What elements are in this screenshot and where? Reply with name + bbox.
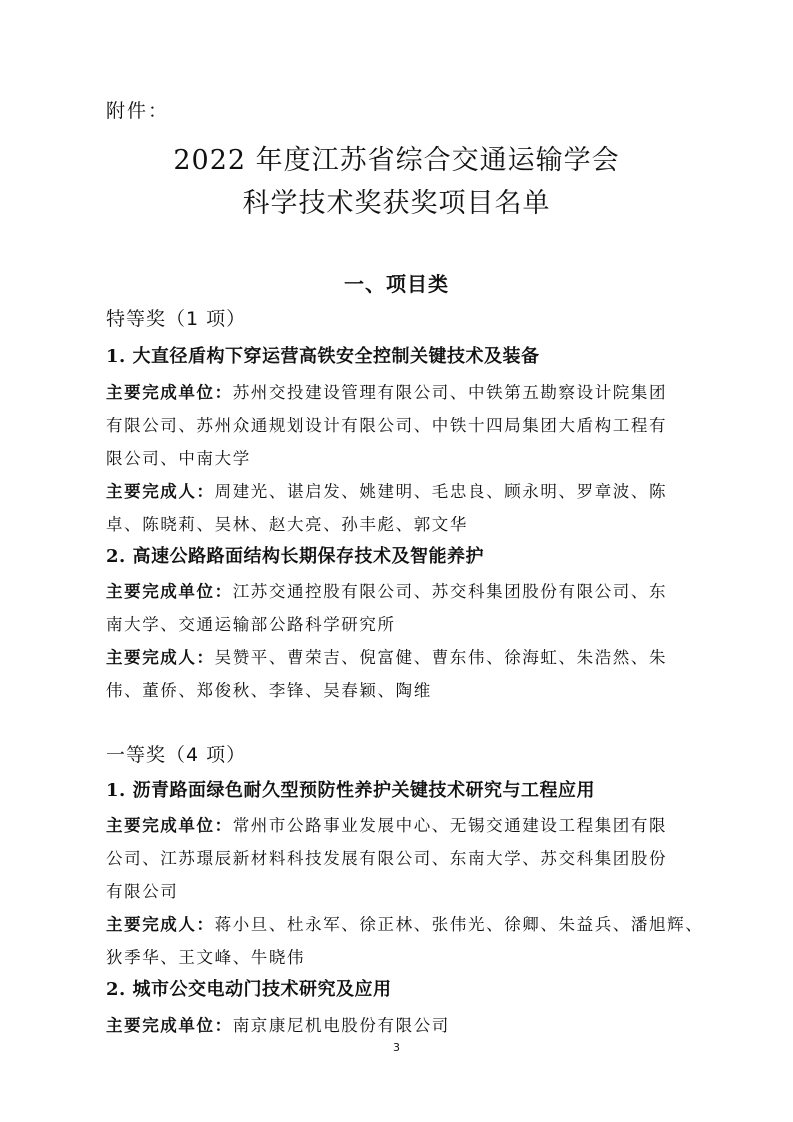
special-project-2-persons-line <box>106 644 667 668</box>
award-heading-first: 一等奖（4 项） <box>106 744 247 766</box>
special-project-1-persons-line <box>106 478 667 502</box>
first-project-1-title: 1. 沥青路面绿色耐久型预防性养护关键技术研究与工程应用 <box>106 780 596 801</box>
special-project-2-units-line: 南大学、交通运输部公路科学研究所 <box>106 615 396 634</box>
person-text: 周建光、谌启发、姚建明、毛忠良、顾永明、罗章波、陈 <box>214 482 668 501</box>
unit-label: 主要完成单位： <box>106 582 233 601</box>
person-label: 主要完成人： <box>106 915 215 934</box>
unit-text: 江苏交通控股有限公司、苏交科集团股份有限公司、东 <box>232 582 668 601</box>
special-project-1-units-line <box>106 379 667 403</box>
unit-text: 南京康尼机电股份有限公司 <box>232 1016 450 1035</box>
first-project-1-units-line: 公司、江苏璟辰新材料科技发展有限公司、东南大学、苏交科集团股份 <box>106 849 668 868</box>
special-project-1-units-line: 限公司、中南大学 <box>106 449 251 468</box>
unit-label: 主要完成单位： <box>106 1016 233 1035</box>
person-label: 主要完成人： <box>106 648 215 667</box>
special-project-2-persons-line: 伟、董侨、郑俊秋、李锋、吴春颖、陶维 <box>106 681 432 700</box>
first-project-1-units-line: 有限公司 <box>106 882 179 901</box>
first-project-1-units-line <box>106 812 667 836</box>
first-project-2-units-line <box>106 1012 450 1036</box>
award-heading-special: 特等奖（1 项） <box>106 308 247 330</box>
person-text: 吴赞平、曹荣吉、倪富健、曹东伟、徐海虹、朱浩然、朱 <box>214 648 668 667</box>
first-project-1-persons-line <box>106 911 703 935</box>
first-project-2-title: 2. 城市公交电动门技术研究及应用 <box>106 979 392 1000</box>
document-title-line1: 2022 年度江苏省综合交通运输学会 <box>173 145 620 176</box>
first-project-1-persons-line: 狄季华、王文峰、牛晓伟 <box>106 948 306 967</box>
special-project-2-units-line <box>106 578 667 602</box>
unit-text: 常州市公路事业发展中心、无锡交通建设工程集团有限 <box>232 816 668 835</box>
unit-label: 主要完成单位： <box>106 383 233 402</box>
special-project-2-title: 2. 高速公路路面结构长期保存技术及智能养护 <box>106 546 485 567</box>
unit-label: 主要完成单位： <box>106 816 233 835</box>
unit-text: 苏州交投建设管理有限公司、中铁第五勘察设计院集团 <box>232 383 668 402</box>
attachment-label: 附件： <box>106 100 170 122</box>
special-project-1-title: 1. 大直径盾构下穿运营高铁安全控制关键技术及装备 <box>106 346 540 367</box>
special-project-1-persons-line: 卓、陈晓莉、吴林、赵大亮、孙丰彪、郭文华 <box>106 515 468 534</box>
section-heading: 一、项目类 <box>344 272 449 296</box>
person-text: 蒋小旦、杜永军、徐正林、张伟光、徐卿、朱益兵、潘旭辉、 <box>214 915 704 934</box>
page-number: 3 <box>393 1041 400 1054</box>
person-label: 主要完成人： <box>106 482 215 501</box>
document-title-line2: 科学技术奖获奖项目名单 <box>242 188 551 219</box>
special-project-1-units-line: 有限公司、苏州众通规划设计有限公司、中铁十四局集团大盾构工程有 <box>106 416 668 435</box>
